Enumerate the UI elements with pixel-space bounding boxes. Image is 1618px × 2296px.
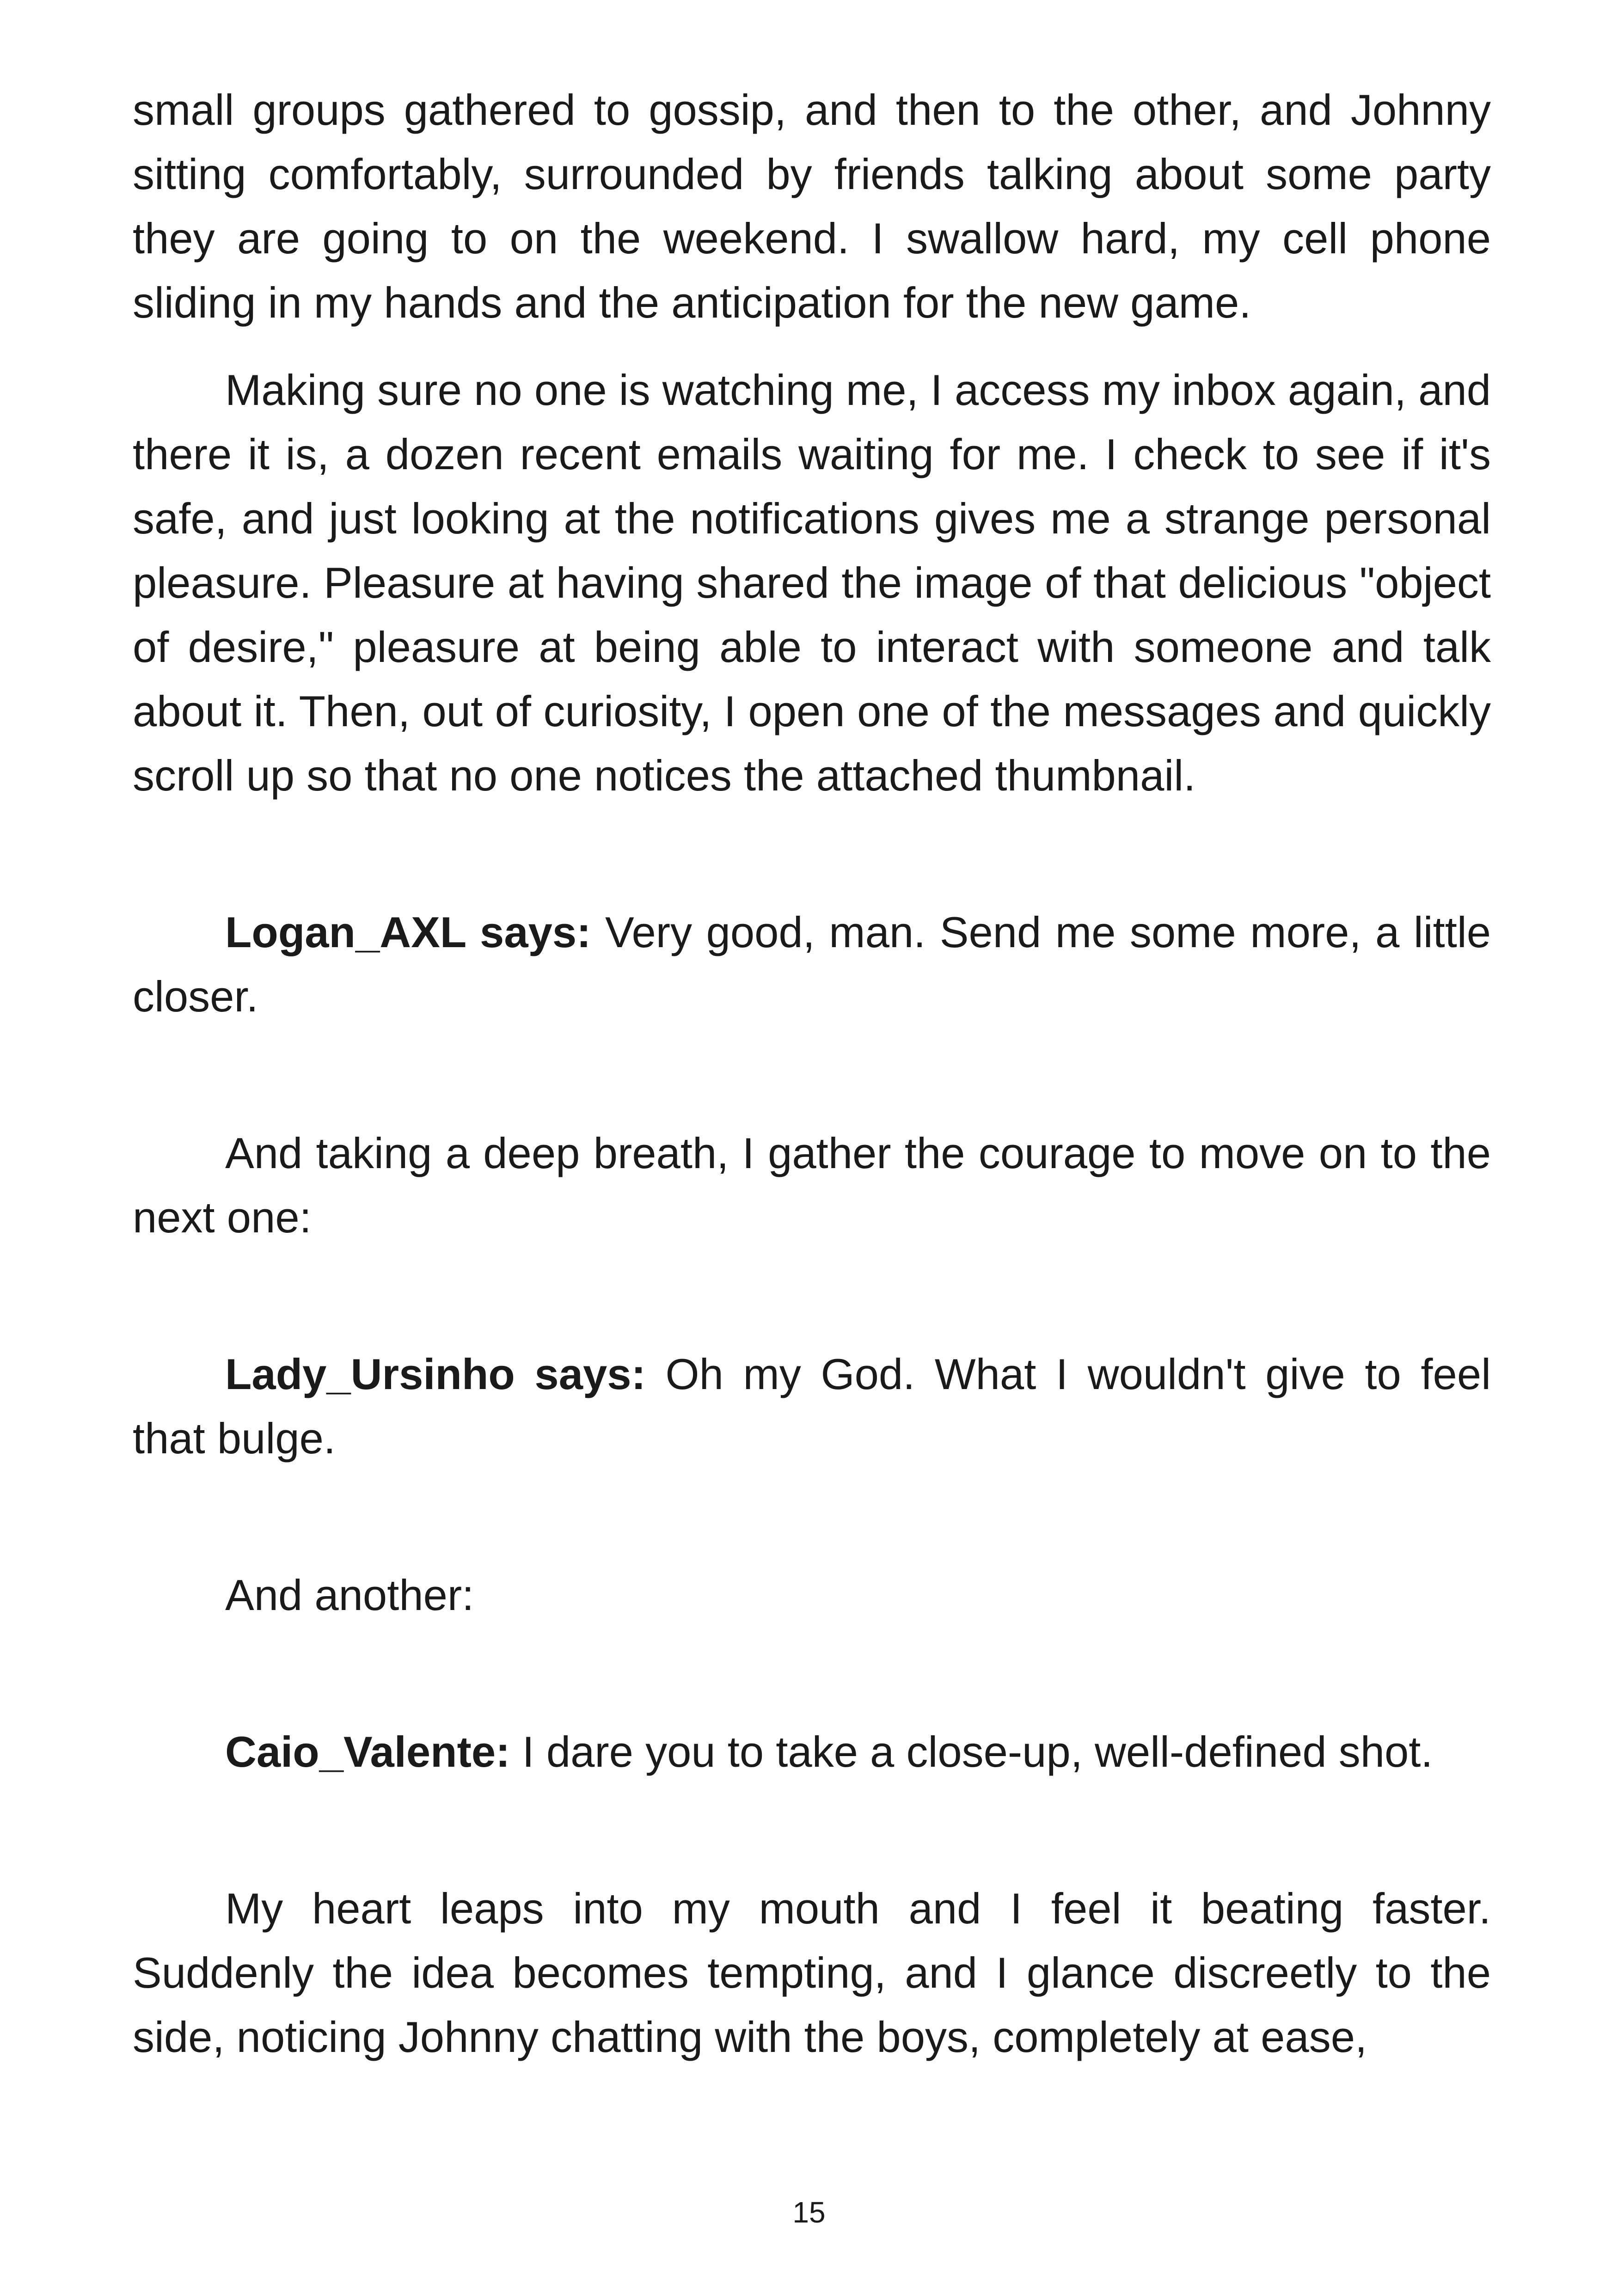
message-text: I dare you to take a close-up, well-defined shot. xyxy=(510,1727,1433,1776)
paragraph-another xyxy=(133,1563,1491,1627)
paragraph-text: And taking a deep breath, I gather the courage to move on to the next one: xyxy=(133,1129,1491,1242)
message-sender: Caio_Valente: xyxy=(225,1727,510,1776)
paragraph-continuation xyxy=(133,78,1491,335)
paragraph-text: Making sure no one is watching me, I access my inbox again, and there it is, a dozen recent emails waiting for me. I check to see if it's safe, and just looking at the notifications gives me a strange personal pleasure. Pleasure at having shared the image of that delicious "object of desire," pleasure at being able to interact with someone and talk about it. Then, out of curiosity, I open one of the messages and quickly scroll up so that no one notices the attached thumbnail. xyxy=(133,366,1491,800)
message-sender: Lady_Ursinho says: xyxy=(225,1350,646,1398)
message-lady-ursinho xyxy=(133,1342,1491,1470)
body-text xyxy=(133,78,1491,2069)
message-sender: Logan_AXL says: xyxy=(225,908,591,956)
message-text: Very good, man. Send me some more, a little closer. xyxy=(133,908,1491,1021)
message-logan xyxy=(133,900,1491,1029)
paragraph-inbox xyxy=(133,358,1491,808)
paragraph-heart xyxy=(133,1876,1491,2069)
paragraph-text: small groups gathered to gossip, and then to the other, and Johnny sitting comfortably, surrounded by friends talking about some party they are going to on the weekend. I swallow hard, my cell phone sliding in my hands and the anticipation for the new game. xyxy=(133,86,1491,327)
message-caio xyxy=(133,1720,1491,1784)
message-text: Oh my God. What I wouldn't give to feel that bulge. xyxy=(133,1350,1491,1463)
paragraph-text: And another: xyxy=(225,1571,474,1619)
paragraph-text: My heart leaps into my mouth and I feel it beating faster. Suddenly the idea becomes tempting, and I glance discreetly to the side, noticing Johnny chatting with the boys, completely at ease, xyxy=(133,1884,1491,2061)
page-number: 15 xyxy=(792,2196,826,2229)
paragraph-next-one xyxy=(133,1121,1491,1249)
